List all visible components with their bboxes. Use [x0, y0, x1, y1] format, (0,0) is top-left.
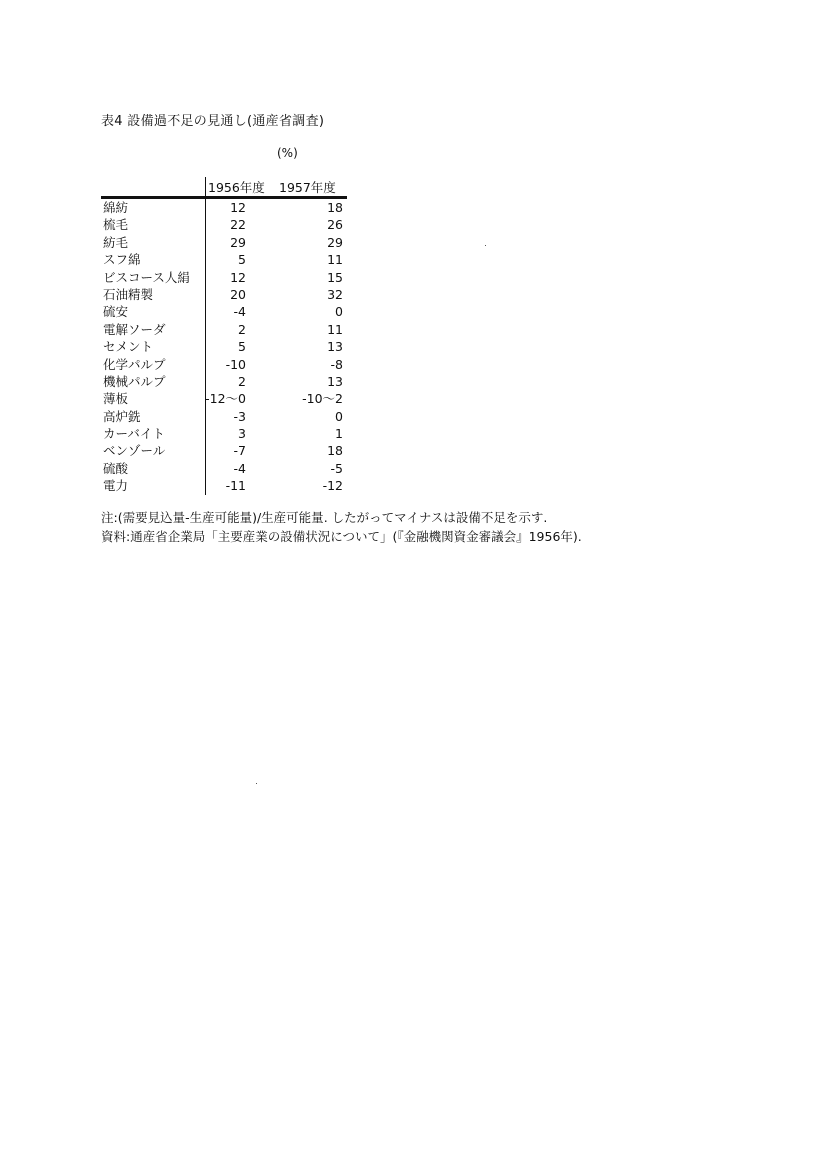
cell-1957: 32 — [327, 286, 343, 302]
column-header-1956: 1956年度 — [208, 180, 265, 195]
cell-1956: 3 — [238, 426, 246, 442]
cell-1956: -11 — [225, 478, 246, 494]
table-body — [101, 199, 347, 495]
cell-1957: 0 — [335, 408, 343, 424]
data-table — [101, 177, 347, 495]
table-row — [101, 303, 347, 320]
row-label: 硫酸 — [103, 460, 129, 476]
table-row — [101, 460, 347, 477]
row-label: 石油精製 — [103, 286, 154, 302]
cell-1957: -12 — [322, 478, 343, 494]
table-row — [101, 442, 347, 459]
unit-label: (%) — [277, 146, 298, 160]
cell-1956: -4 — [233, 460, 246, 476]
cell-1956: -4 — [233, 304, 246, 320]
cell-1956: 29 — [230, 234, 246, 250]
scan-speck — [256, 783, 257, 784]
row-label: スフ綿 — [103, 252, 141, 268]
cell-1956: 22 — [230, 217, 246, 233]
table-title: 表4 設備過不足の見通し(通産省調査) — [101, 114, 325, 129]
table-row — [101, 251, 347, 268]
cell-1957: 18 — [327, 443, 343, 459]
cell-1957: 1 — [335, 426, 343, 442]
row-label: 高炉銑 — [103, 408, 141, 424]
row-label: 硫安 — [103, 304, 129, 320]
cell-1957: 11 — [327, 321, 343, 337]
cell-1957: -8 — [330, 356, 343, 372]
table-row — [101, 321, 347, 338]
source-note: 資料:通産省企業局「主要産業の設備状況について」(『金融機関資金審議会』1956年). — [101, 529, 582, 544]
cell-1957: 15 — [327, 269, 343, 285]
cell-1956: -12〜0 — [205, 391, 246, 407]
footnote: 注:(需要見込量-生産可能量)/生産可能量. したがってマイナスは設備不足を示す. — [101, 510, 548, 525]
cell-1956: 12 — [230, 269, 246, 285]
cell-1956: 12 — [230, 200, 246, 215]
table-row — [101, 356, 347, 373]
cell-1957: 0 — [335, 304, 343, 320]
cell-1957: 11 — [327, 252, 343, 268]
cell-1956: 5 — [238, 339, 246, 355]
table-row — [101, 408, 347, 425]
row-label: 紡毛 — [103, 234, 129, 250]
row-label: 機械パルプ — [103, 373, 166, 389]
cell-1957: 13 — [327, 339, 343, 355]
cell-1956: -3 — [233, 408, 246, 424]
cell-1957: -10〜2 — [302, 391, 343, 407]
row-label: 化学パルプ — [103, 356, 166, 372]
row-label: ビスコース人絹 — [103, 269, 190, 285]
row-label: 綿紡 — [103, 200, 129, 215]
cell-1956: -10 — [225, 356, 246, 372]
table-row — [101, 269, 347, 286]
table-row — [101, 199, 347, 216]
cell-1957: 18 — [327, 200, 343, 215]
row-label: セメント — [103, 339, 154, 355]
cell-1956: 2 — [238, 373, 246, 389]
cell-1957: -5 — [330, 460, 343, 476]
row-label: ベンゾール — [103, 443, 166, 459]
row-label: カーバイト — [103, 426, 165, 442]
table-row — [101, 234, 347, 251]
cell-1957: 29 — [327, 234, 343, 250]
table-row — [101, 286, 347, 303]
cell-1956: -7 — [233, 443, 246, 459]
scan-speck — [485, 245, 486, 246]
table-row — [101, 425, 347, 442]
column-header-1957: 1957年度 — [279, 180, 336, 195]
table-row — [101, 216, 347, 233]
cell-1956: 2 — [238, 321, 246, 337]
table-header — [101, 177, 347, 199]
table-row — [101, 477, 347, 494]
table-row — [101, 390, 347, 407]
row-label: 電解ソーダ — [103, 321, 166, 337]
cell-1957: 26 — [327, 217, 343, 233]
cell-1956: 20 — [230, 286, 246, 302]
cell-1956: 5 — [238, 252, 246, 268]
row-label: 電力 — [103, 478, 129, 494]
row-label: 梳毛 — [103, 217, 129, 233]
row-label: 薄板 — [103, 391, 129, 407]
cell-1957: 13 — [327, 373, 343, 389]
table-row — [101, 373, 347, 390]
table-row — [101, 338, 347, 355]
